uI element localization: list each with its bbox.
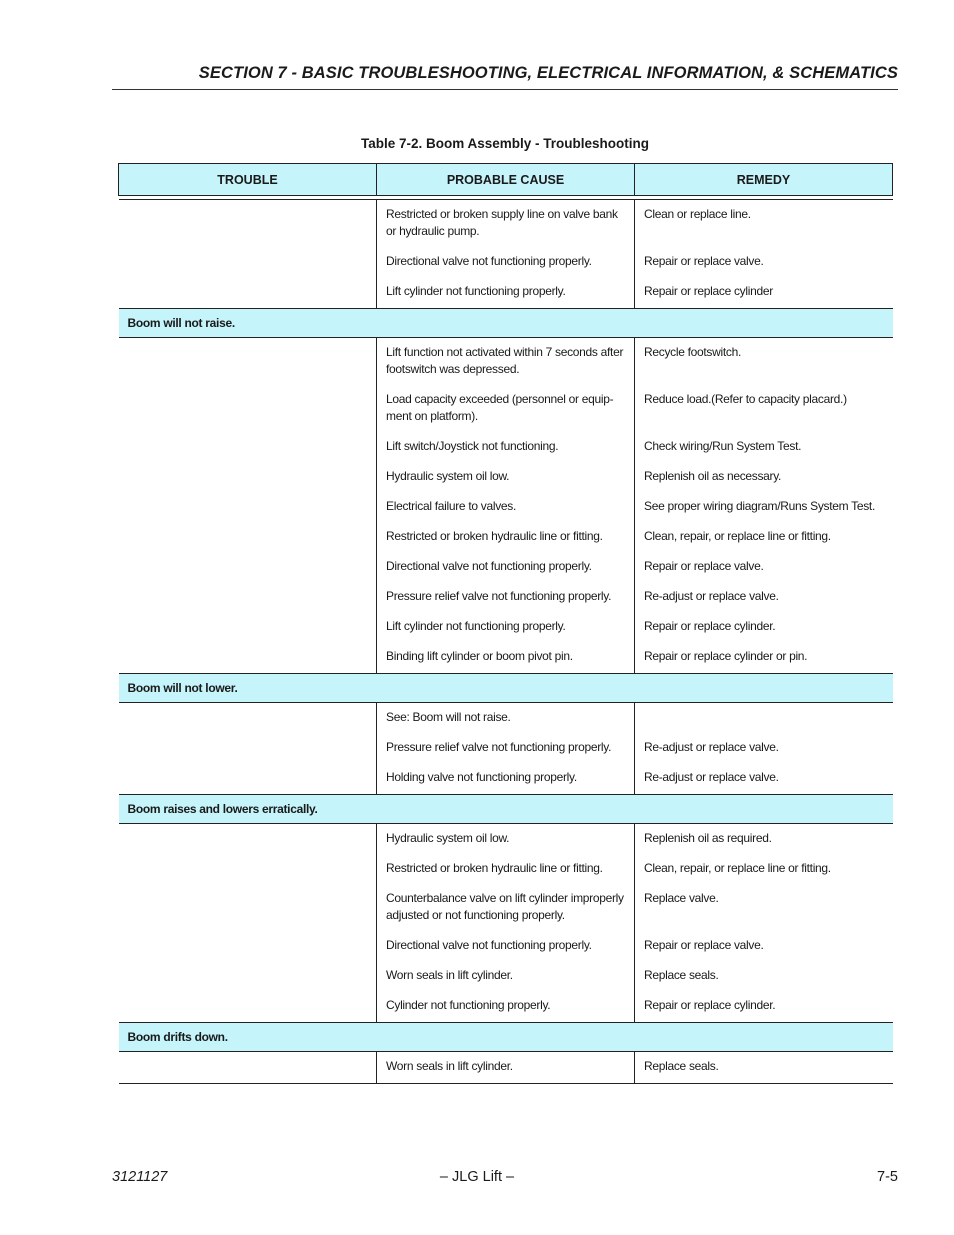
- cause-cell: Cylinder not functioning properly.: [377, 991, 635, 1023]
- cause-cell: Restricted or broken hydraulic line or fitting.: [377, 522, 635, 552]
- remedy-cell: Replace valve.: [644, 891, 719, 905]
- trouble-label: Boom raises and lowers erratically.: [119, 795, 893, 824]
- table-row: [119, 931, 893, 961]
- remedy-cell: Repair or replace valve.: [644, 559, 764, 573]
- trouble-cell: [119, 824, 377, 855]
- page-number: 7-5: [877, 1169, 898, 1185]
- table-row: [119, 522, 893, 552]
- cause-cell: Restricted or broken hydraulic line or fitting.: [377, 854, 635, 884]
- troubleshooting-table: [118, 163, 893, 1084]
- cause-cell: Worn seals in lift cylinder.: [377, 1052, 635, 1084]
- trouble-row: [119, 1023, 893, 1052]
- trouble-cell: [119, 277, 377, 309]
- trouble-cell: [119, 961, 377, 991]
- trouble-cell: [119, 703, 377, 734]
- section-title: SECTION 7 - BASIC TROUBLESHOOTING, ELECTRICAL INFORMATION, & SCHEMATICS: [198, 64, 898, 82]
- footer-brand: – JLG Lift –: [439, 1169, 515, 1185]
- table-row: [119, 991, 893, 1023]
- column-header-trouble: TROUBLE: [119, 164, 377, 196]
- trouble-row: [119, 674, 893, 703]
- title-divider: [112, 89, 898, 90]
- table-row: [119, 200, 893, 248]
- trouble-cell: [119, 991, 377, 1023]
- remedy-cell: Replace seals.: [644, 968, 719, 982]
- trouble-cell: [119, 642, 377, 674]
- cause-cell: See: Boom will not raise.: [377, 703, 635, 734]
- remedy-cell: Repair or replace cylinder or pin.: [644, 649, 808, 663]
- trouble-cell: [119, 385, 377, 432]
- cause-cell: Lift switch/Joystick not functioning.: [377, 432, 635, 462]
- remedy-cell: Re-adjust or replace valve.: [644, 589, 779, 603]
- trouble-cell: [119, 582, 377, 612]
- table-row: [119, 703, 893, 734]
- table-row: [119, 492, 893, 522]
- trouble-cell: [119, 522, 377, 552]
- trouble-label: Boom will not raise.: [119, 309, 893, 338]
- cause-cell: Hydraulic system oil low.: [377, 462, 635, 492]
- cause-cell: Holding valve not functioning properly.: [377, 763, 635, 795]
- trouble-cell: [119, 338, 377, 386]
- remedy-cell: [635, 703, 893, 734]
- remedy-cell: Repair or replace valve.: [644, 938, 764, 952]
- remedy-cell: Replenish oil as required.: [635, 824, 893, 855]
- remedy-cell: Clean or replace line.: [635, 200, 893, 248]
- table-row: [119, 552, 893, 582]
- cause-cell: Lift cylinder not functioning properly.: [377, 277, 635, 309]
- table-caption: Table 7-2. Boom Assembly - Troubleshooting: [360, 136, 650, 151]
- table-body: [119, 196, 893, 1084]
- table-row: [119, 1052, 893, 1084]
- cause-cell: Pressure relief valve not functioning properly.: [377, 733, 635, 763]
- remedy-cell: Re-adjust or replace valve.: [644, 770, 779, 784]
- cause-cell: Restricted or broken supply line on valve bank or hydraulic pump.: [377, 200, 635, 248]
- table-row: [119, 462, 893, 492]
- table-header-row: [119, 164, 893, 196]
- table-row: [119, 338, 893, 386]
- remedy-cell: Repair or replace cylinder: [644, 284, 773, 298]
- cause-cell: Directional valve not functioning properly.: [377, 931, 635, 961]
- remedy-cell: Repair or replace cylinder.: [644, 998, 776, 1012]
- trouble-label: Boom will not lower.: [119, 674, 893, 703]
- table-row: [119, 612, 893, 642]
- table-row: [119, 763, 893, 795]
- remedy-cell: Check wiring/Run System Test.: [644, 439, 802, 453]
- remedy-cell: Replenish oil as necessary.: [644, 469, 782, 483]
- cause-cell: Load capacity exceeded (personnel or equip-ment on platform).: [377, 385, 635, 432]
- document-number: 3121127: [112, 1169, 168, 1185]
- cause-cell: Binding lift cylinder or boom pivot pin.: [377, 642, 635, 674]
- cause-cell: Electrical failure to valves.: [377, 492, 635, 522]
- remedy-cell: Re-adjust or replace valve.: [644, 740, 779, 754]
- remedy-cell: Recycle footswitch.: [635, 338, 893, 386]
- column-header-remedy: REMEDY: [635, 164, 893, 196]
- remedy-cell: Repair or replace cylinder.: [644, 619, 776, 633]
- table-row: [119, 432, 893, 462]
- trouble-cell: [119, 492, 377, 522]
- remedy-cell: Clean, repair, or replace line or fitting.: [644, 529, 831, 543]
- remedy-cell: Reduce load.(Refer to capacity placard.): [644, 392, 847, 406]
- table-row: [119, 961, 893, 991]
- table-row: [119, 247, 893, 277]
- table-row: [119, 385, 893, 432]
- table-row: [119, 733, 893, 763]
- trouble-label: Boom drifts down.: [119, 1023, 893, 1052]
- remedy-cell: See proper wiring diagram/Runs System Test.: [644, 499, 875, 513]
- trouble-cell: [119, 432, 377, 462]
- cause-cell: Lift function not activated within 7 seconds after footswitch was depressed.: [377, 338, 635, 386]
- table-row: [119, 824, 893, 855]
- table-row: [119, 277, 893, 309]
- trouble-cell: [119, 733, 377, 763]
- table-row: [119, 642, 893, 674]
- trouble-cell: [119, 1052, 377, 1084]
- cause-cell: Directional valve not functioning properly.: [377, 247, 635, 277]
- remedy-cell: Clean, repair, or replace line or fitting.: [644, 861, 831, 875]
- trouble-cell: [119, 552, 377, 582]
- remedy-cell: Repair or replace valve.: [644, 254, 764, 268]
- trouble-cell: [119, 854, 377, 884]
- table-row: [119, 582, 893, 612]
- trouble-cell: [119, 763, 377, 795]
- table-row: [119, 854, 893, 884]
- trouble-cell: [119, 931, 377, 961]
- cause-cell: Counterbalance valve on lift cylinder improperly adjusted or not functioning properly.: [377, 884, 635, 931]
- trouble-cell: [119, 200, 377, 248]
- trouble-row: [119, 795, 893, 824]
- trouble-cell: [119, 612, 377, 642]
- trouble-row: [119, 309, 893, 338]
- table-row: [119, 884, 893, 931]
- trouble-cell: [119, 247, 377, 277]
- cause-cell: Worn seals in lift cylinder.: [377, 961, 635, 991]
- remedy-cell: Replace seals.: [635, 1052, 893, 1084]
- trouble-cell: [119, 884, 377, 931]
- cause-cell: Pressure relief valve not functioning properly.: [377, 582, 635, 612]
- trouble-cell: [119, 462, 377, 492]
- cause-cell: Hydraulic system oil low.: [377, 824, 635, 855]
- column-header-probable-cause: PROBABLE CAUSE: [377, 164, 635, 196]
- cause-cell: Directional valve not functioning properly.: [377, 552, 635, 582]
- cause-cell: Lift cylinder not functioning properly.: [377, 612, 635, 642]
